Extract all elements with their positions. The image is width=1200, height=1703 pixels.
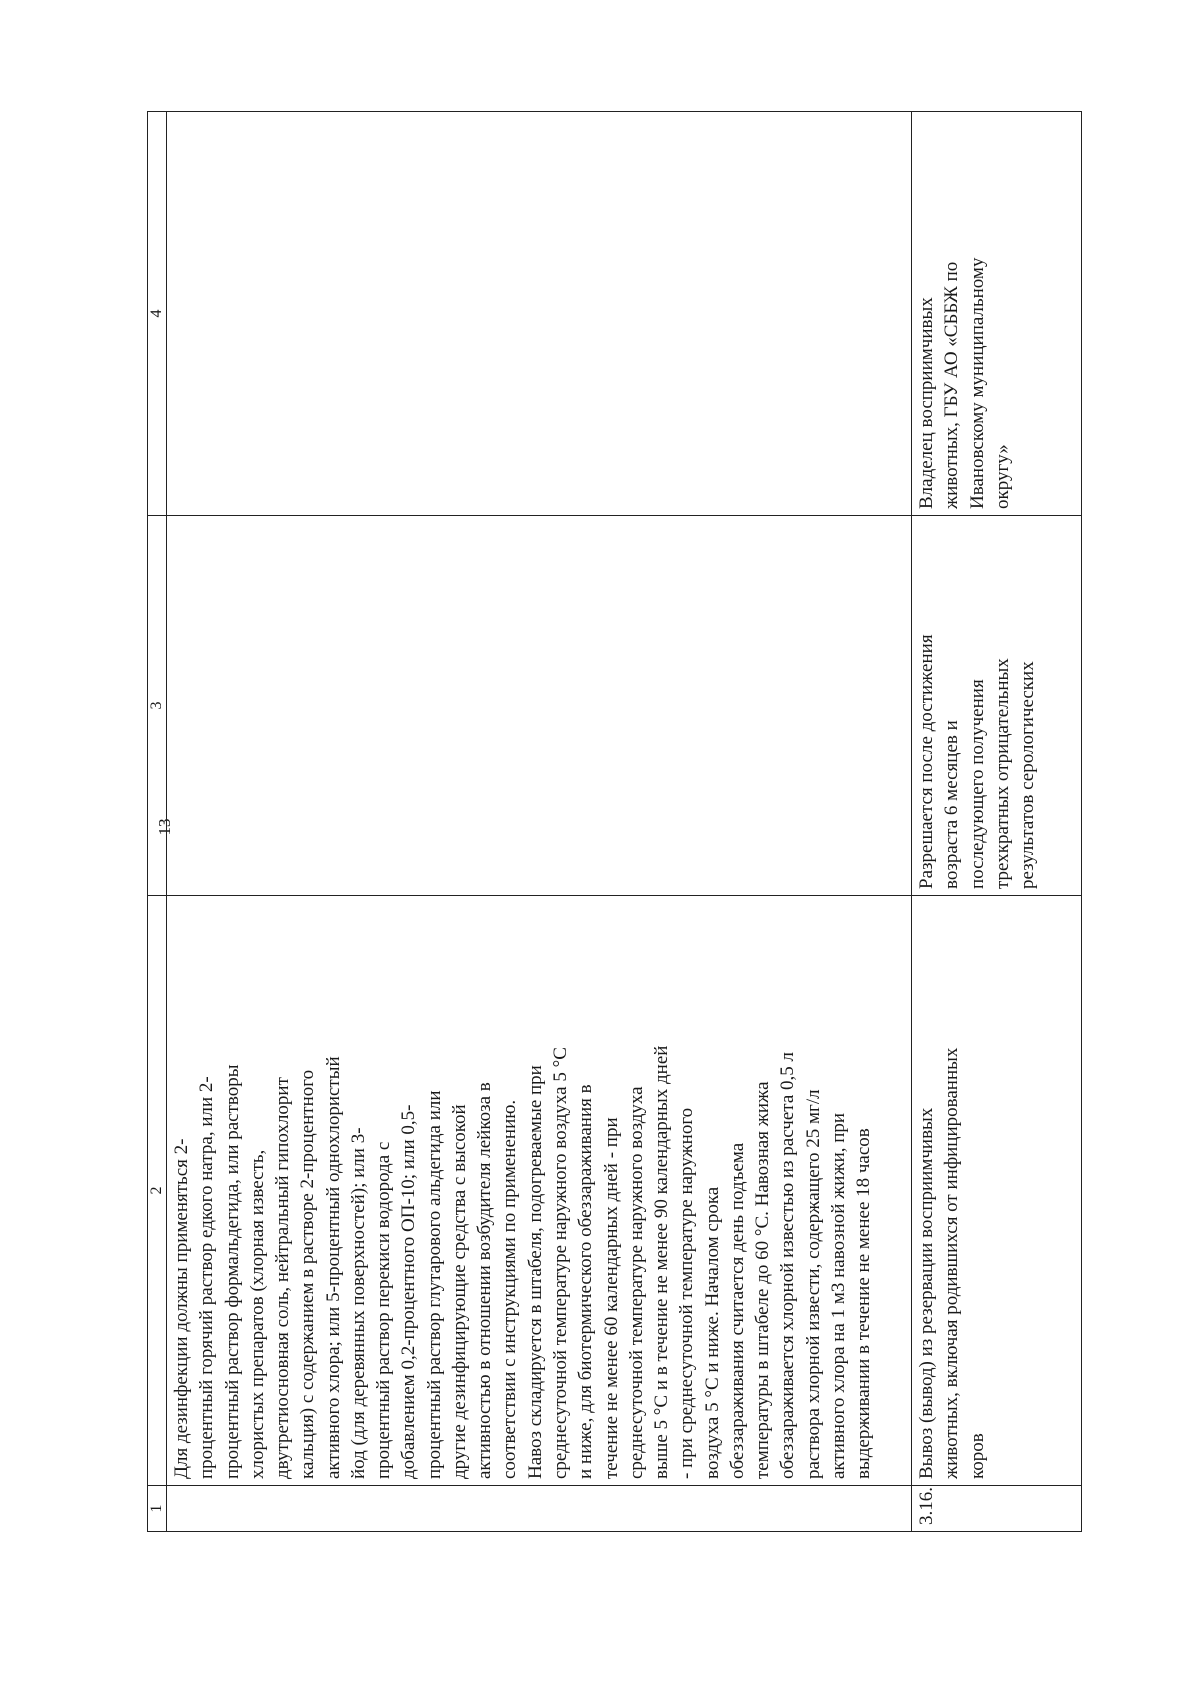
header-cell: 4 <box>148 112 167 516</box>
table-row <box>912 112 1082 1532</box>
header-cell: 1 <box>148 1486 167 1532</box>
measure-text: Для дезинфекции должны применяться 2- процентный горячий раствор едкого натра, или 2- процентный раствор формальдегида, или растворы хлористых препаратов (хлорная известь, двутретиосновная соль, нейтральный гипохлорит кальция) с содержанием в растворе 2-процентного активного хлора; или 5-процентный однохлористый йод (для деревянных поверхностей); или 3- процентный раствор перекиси водорода с добавлением 0,2-процентного ОП-10; или 0,5- процентный раствор глутарового альдегида или другие дезинфицирующие средства с высокой активностью в отношении возбудителя лейкоза в соответствии с инструкциями по применению. Навоз складируется в штабеля, подогреваемые при среднесуточной температуре наружного воздуха 5 °С и ниже, для биотермического обеззараживания в течение не менее 60 календарных дней - при среднесуточной температуре наружного воздуха выше 5 °С и в течение не менее 90 календарных дней - при среднесуточной температуре наружного воздуха 5 °С и ниже. Началом срока обеззараживания считается день подъема температуры в штабеле до 60 °С. Навозная жижа обеззараживается хлорной известью из расчета 0,5 л раствора хлорной извести, содержащего 25 мг/л активного хлора на 1 м3 навозной жижи, при выдерживании в течение не менее 18 часов <box>167 896 912 1486</box>
condition-text <box>167 516 912 896</box>
responsible-text: Владелец восприимчивых животных, ГБУ АО «СББЖ по Ивановскому муниципальному округу» <box>912 112 1082 516</box>
header-cell: 2 <box>148 896 167 1486</box>
measure-text: Вывоз (вывод) из резервации восприимчивых животных, включая родившихся от инфицированных коров <box>912 896 1082 1486</box>
row-number <box>167 1486 912 1532</box>
page-number: 13 <box>155 818 174 836</box>
rotated-table-container <box>147 112 1082 1532</box>
responsible-text <box>167 112 912 516</box>
header-cell: 3 <box>148 516 167 896</box>
table-header-row <box>148 112 167 1532</box>
regulation-table <box>147 111 1082 1532</box>
row-number: 3.16. <box>912 1486 1082 1532</box>
condition-text: Разрешается после достижения возраста 6 месяцев и последующего получения трехкратных отрицательных результатов серологических <box>912 516 1082 896</box>
table-row <box>167 112 912 1532</box>
